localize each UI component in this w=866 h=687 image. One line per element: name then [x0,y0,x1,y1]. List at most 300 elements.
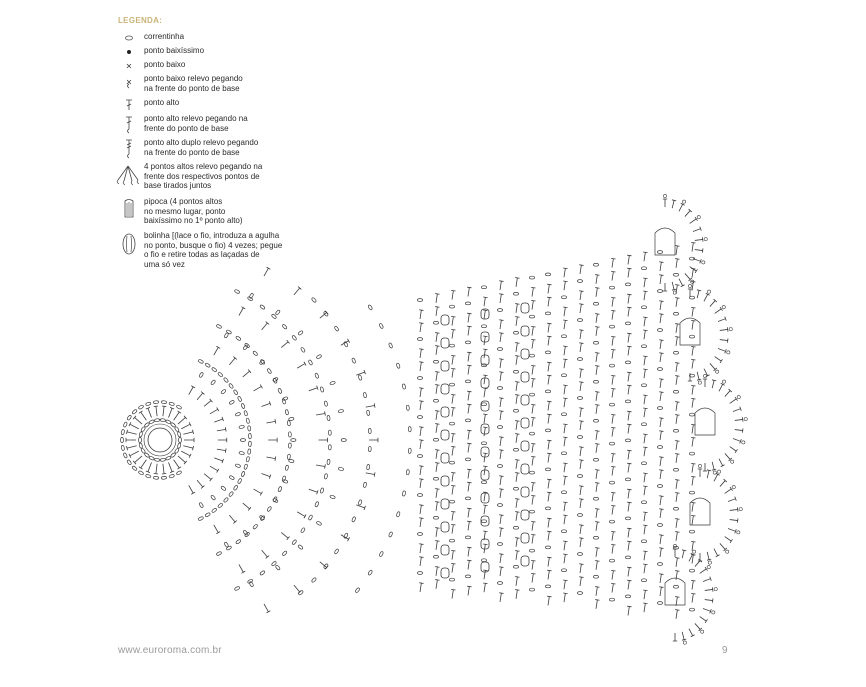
chain-mark [311,297,317,303]
fan-stitch [266,456,275,460]
chain-mark [577,397,582,400]
chain-mark [324,474,328,480]
chain-mark [320,488,324,494]
chain-mark [561,296,566,299]
scallop-stitch [693,227,701,232]
body-stitch [611,388,615,397]
body-stitch [531,456,535,465]
body-stitch [451,550,455,559]
chain-mark [388,343,393,349]
body-stitch [451,485,455,494]
chain-mark [248,433,251,438]
chain-mark [176,405,182,410]
body-stitch [579,486,583,495]
body-stitch [547,414,551,423]
body-stitch [515,317,519,326]
scallop-stitch [735,417,743,421]
center-stitch [146,407,152,417]
picot-mark [739,507,742,510]
scallop-stitch [703,577,711,582]
chain-mark [300,527,305,533]
chain-mark [689,413,694,416]
body-stitch [675,519,679,528]
body-stitch [419,466,423,475]
chain-mark [368,428,371,433]
chain-mark [625,556,630,559]
center-stitch [178,416,187,424]
chain-mark [246,418,250,424]
chain-mark [481,481,486,484]
chain-mark [657,485,662,488]
chain-mark [577,280,582,283]
chain-mark [497,309,502,312]
picot-mark [707,566,710,569]
body-stitch [515,395,519,404]
picot-mark [727,351,730,354]
chain-mark [577,358,582,361]
body-stitch [659,275,663,284]
chain-mark [235,336,241,341]
fan-stitch [254,385,263,391]
chain-mark [673,312,678,315]
fan-stitch [243,503,251,510]
body-stitch [691,502,695,511]
body-stitch [515,421,519,430]
chain-mark [657,368,662,371]
chain-mark [529,471,534,474]
chain-mark [234,289,240,294]
chain-mark [408,448,411,453]
chain-mark [497,582,502,585]
chain-mark [417,299,422,302]
body-stitch [435,333,439,342]
body-stitch [675,610,679,619]
body-stitch [627,372,631,381]
chain-mark [625,322,630,325]
body-stitch [579,447,583,456]
chain-mark [657,446,662,449]
chain-mark [689,335,694,338]
chain-mark [328,445,331,450]
body-stitch [691,346,695,355]
chain-mark [497,543,502,546]
chain-mark [657,524,662,527]
chain-mark [689,569,694,572]
fan-stitch [197,480,204,488]
body-stitch [611,466,615,475]
chain-mark [174,448,179,454]
scallop-stitch [700,567,708,573]
fan-stitch [369,438,378,442]
chain-mark [289,417,295,421]
chain-mark [138,470,144,475]
body-stitch [675,480,679,489]
body-stitch [611,453,615,462]
body-stitch [419,505,423,514]
center-stitch [154,464,158,474]
body-stitch [643,356,647,365]
body-stitch [451,446,455,455]
body-stitch [547,570,551,579]
body-stitch [675,558,679,567]
body-stitch [515,434,519,443]
body-stitch [627,450,631,459]
chain-mark [396,511,400,517]
body-stitch [451,394,455,403]
chain-mark [481,325,486,328]
chain-mark [593,536,598,539]
chain-mark [561,491,566,494]
chain-mark [338,409,344,413]
scallop-stitch [718,348,726,353]
body-stitch [611,258,615,267]
chain-mark [275,310,280,316]
body-stitch [579,577,583,586]
scallop-stitch [693,258,701,263]
body-stitch [675,402,679,411]
picot-mark [744,417,747,420]
fan-stitch [217,427,226,431]
chain-mark [449,578,454,581]
chain-mark [417,377,422,380]
body-stitch [467,391,471,400]
body-stitch [547,492,551,501]
body-stitch [643,434,647,443]
chain-mark [235,412,241,416]
chain-mark [396,363,400,369]
chain-mark [282,324,288,330]
chain-mark [223,497,229,503]
body-stitch [643,590,647,599]
body-stitch [515,551,519,560]
body-stitch [563,398,567,407]
scallop-popcorn [680,318,700,345]
chain-mark [609,442,614,445]
scallop-stitch [730,397,738,403]
body-stitch [675,597,679,606]
chain-mark [609,403,614,406]
fan-stitch [254,489,263,495]
chain-mark [217,372,223,378]
body-stitch [691,437,695,446]
chain-mark [235,464,241,468]
chain-mark [529,588,534,591]
body-stitch [627,307,631,316]
chain-mark [433,399,438,402]
chain-mark [641,501,646,504]
chain-mark [343,533,348,539]
chain-mark [561,413,566,416]
body-stitch [579,291,583,300]
chain-mark [141,448,146,454]
picot-mark [722,306,725,309]
chain-mark [673,390,678,393]
body-stitch [499,398,503,407]
body-stitch [611,505,615,514]
body-stitch [499,515,503,524]
scallop-stitch [663,283,667,291]
popcorn-mark [481,401,489,411]
body-stitch [563,593,567,602]
body-stitch [483,570,487,579]
chain-mark [449,539,454,542]
body-stitch [451,368,455,377]
chain-mark [334,548,339,554]
body-stitch [531,339,535,348]
body-stitch [499,281,503,290]
body-stitch [627,346,631,355]
chain-mark [379,551,384,557]
body-stitch [547,531,551,540]
picot-mark [712,611,715,614]
fan-stitch [264,267,270,276]
body-stitch [563,359,567,368]
chain-mark [577,592,582,595]
scallop-stitch [679,203,685,211]
body-stitch [499,294,503,303]
body-stitch [467,404,471,413]
chain-mark [292,335,297,341]
body-stitch [547,297,551,306]
body-stitch [595,509,599,518]
chain-mark [358,375,362,381]
chain-mark [545,546,550,549]
scallop-stitch [690,217,698,223]
chain-mark [433,360,438,363]
chain-mark [529,354,534,357]
body-stitch [531,443,535,452]
body-stitch [643,473,647,482]
body-stitch [419,323,423,332]
scallop-stitch [705,598,713,602]
chain-mark [577,319,582,322]
body-stitch [531,300,535,309]
chain-mark [657,407,662,410]
fan-stitch [309,386,318,391]
fan-stitch [281,532,289,539]
body-stitch [531,560,535,569]
chain-mark [323,311,328,317]
chain-mark [433,516,438,519]
body-stitch [579,304,583,313]
picot-mark [703,374,706,377]
center-stitch [126,438,136,442]
chain-mark [288,432,291,437]
chain-mark [267,368,272,374]
fan-stitch [218,438,227,442]
body-stitch [691,398,695,407]
chain-mark [205,363,211,368]
chain-mark [417,338,422,341]
body-stitch [435,502,439,511]
fan-stitch [243,369,251,376]
legend-label: 4 pontos altos relevo pegando na frente dos respectivos pontos de base tirados juntos [144,162,263,190]
chain-mark [363,392,367,398]
chain-mark [153,476,158,479]
body-stitch [547,518,551,527]
fan-stitch [262,550,269,558]
body-stitch [563,554,567,563]
body-stitch [499,528,503,537]
body-stitch [499,476,503,485]
body-stitch [675,324,679,333]
fan-stitch [189,485,195,494]
body-stitch [499,372,503,381]
chain-mark [545,507,550,510]
body-stitch [419,388,423,397]
chain-mark [449,383,454,386]
chain-mark [388,532,393,538]
body-stitch [659,509,663,518]
chain-mark [246,456,250,462]
scallop-stitch [697,372,701,380]
chain-mark [465,419,470,422]
body-stitch [595,561,599,570]
chain-mark [689,608,694,611]
chain-mark [545,390,550,393]
fan-stitch [189,386,195,395]
body-stitch [531,534,535,543]
legend-label: ponto baixíssimo [144,46,205,55]
body-stitch [483,583,487,592]
body-stitch [499,333,503,342]
chain-mark [497,426,502,429]
fan-stitch [217,448,226,452]
chain-mark [149,456,155,461]
chain-mark [308,360,313,366]
body-stitch [611,271,615,280]
body-stitch [515,499,519,508]
scallop-stitch [707,470,711,478]
body-stitch [611,544,615,553]
chain-mark [334,326,339,332]
picot-mark [707,290,710,293]
body-stitch [563,541,567,550]
body-stitch [451,407,455,416]
scallop-stitch [730,507,738,511]
body-stitch [611,349,615,358]
body-stitch [691,359,695,368]
body-stitch [515,473,519,482]
chain-mark [198,359,204,364]
body-stitch [563,502,567,511]
chain-mark [433,438,438,441]
body-stitch [451,316,455,325]
scallop-stitch [720,338,728,342]
body-stitch [691,515,695,524]
body-stitch [515,460,519,469]
body-stitch [547,375,551,384]
body-stitch [595,392,599,401]
chain-mark [216,551,222,556]
chain-mark [402,491,406,497]
picot-mark [714,587,717,590]
chain-mark [244,410,248,416]
chain-mark [625,478,630,481]
chain-mark [217,503,223,509]
chain-mark [481,559,486,562]
body-stitch [611,375,615,384]
body-stitch [563,346,567,355]
popcorn-mark [521,510,529,520]
chain-mark [529,276,534,279]
chain-mark [240,439,245,442]
scallop-stitch [698,553,702,561]
center-stitch [183,446,193,451]
chain-mark [287,454,290,460]
body-stitch [643,408,647,417]
body-stitch [595,275,599,284]
chain-mark [289,459,295,463]
body-stitch [675,454,679,463]
picot-mark [692,550,695,553]
chain-mark [241,403,246,409]
chain-mark [351,358,356,364]
body-stitch [547,479,551,488]
center-stitch [126,446,136,451]
body-stitch [659,470,663,479]
body-stitch [627,528,631,537]
picot-mark [731,460,734,463]
scallop-stitch [704,293,710,301]
body-stitch [579,265,583,274]
scallop-stitch [695,237,703,241]
body-stitch [659,587,663,596]
body-stitch [531,365,535,374]
footer-url[interactable]: www.euroroma.com.br [118,645,222,656]
scallop-stitch [715,357,723,363]
body-stitch [611,531,615,540]
chain-mark [260,359,265,365]
chain-mark [561,335,566,338]
popcorn-mark [521,372,529,382]
popcorn-mark [521,533,529,543]
body-stitch [595,600,599,609]
center-stitch [181,451,191,458]
body-stitch [627,567,631,576]
chain-mark [689,452,694,455]
chain-mark [169,402,175,406]
body-stitch [435,541,439,550]
chain-mark [330,381,336,385]
chain-mark [287,420,290,426]
body-stitch [419,401,423,410]
fan-stitch [356,505,365,510]
body-stitch [483,375,487,384]
chain-mark [561,569,566,572]
fan-stitch [214,458,223,463]
body-stitch [659,379,663,388]
chain-mark [433,555,438,558]
chain-mark [282,398,286,404]
chain-mark [673,585,678,588]
body-stitch [579,421,583,430]
scallop-stitch [725,389,732,396]
body-stitch [659,301,663,310]
chain-mark [234,586,240,591]
chain-mark [239,425,245,429]
chain-mark [406,405,409,411]
popcorn-mark [441,430,449,440]
body-stitch [547,401,551,410]
chain-mark [198,516,204,521]
body-stitch [419,440,423,449]
scallop-stitch [695,559,702,566]
body-stitch [547,336,551,345]
chain-mark [609,598,614,601]
chain-mark [161,476,166,479]
fan-stitch [366,403,375,407]
